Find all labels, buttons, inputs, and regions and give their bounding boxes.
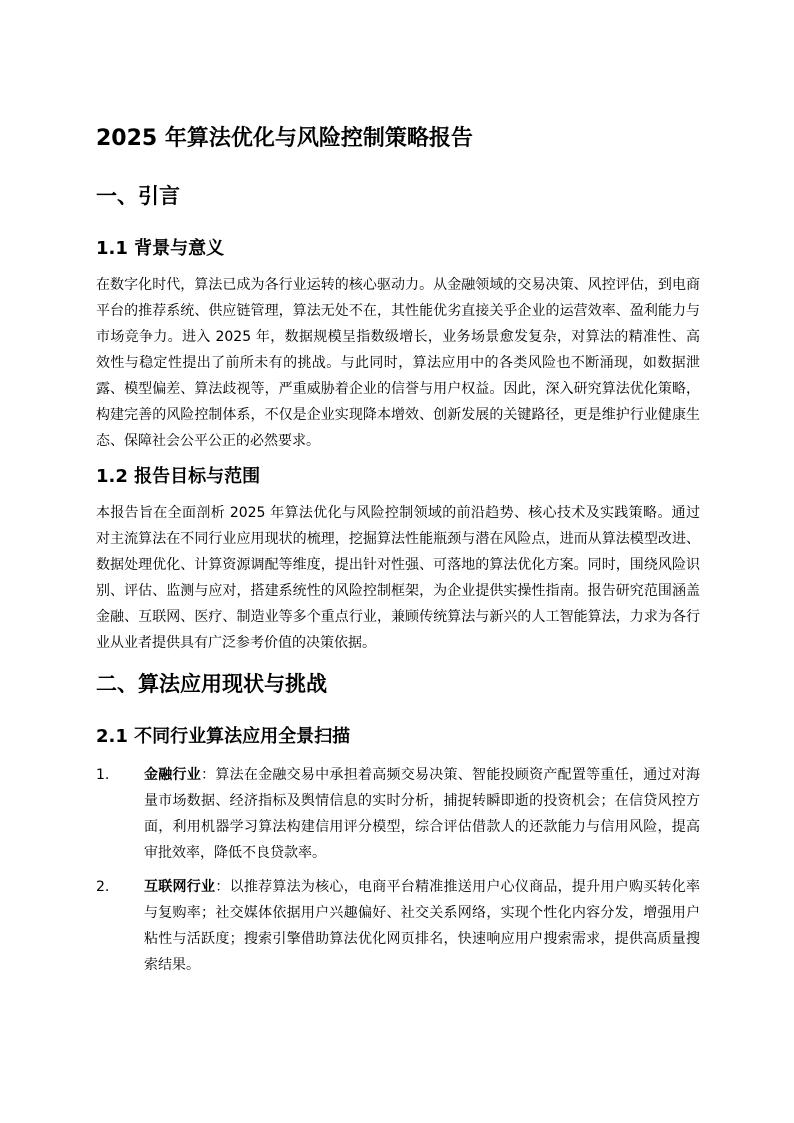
list-item-text: ：算法在金融交易中承担着高频交易决策、智能投顾资产配置等重任，通过对海量市场数据、经济指标及舆情信息的实时分析，捕捉转瞬即逝的投资机会；在信贷风控方面，利用机器学习算法构建信用评分模型，综合评估借款人的还款能力与信用风险，提高审批效率，降低不良贷款率。 <box>144 767 701 861</box>
document-title: 2025 年算法优化与风险控制策略报告 <box>96 126 473 151</box>
industry-list <box>96 762 700 978</box>
list-item-text: ：以推荐算法为核心，电商平台精准推送用户心仪商品，提升用户购买转化率与复购率；社交媒体依据用户兴趣偏好、社交关系网络，实现个性化内容分发，增强用户粘性与活跃度；搜索引擎借助算法优化网页排名，快速响应用户搜索需求，提供高质量搜索结果。 <box>144 879 701 973</box>
subsection-heading-objectives: 1.2 报告目标与范围 <box>96 466 261 487</box>
list-item-number: 2. <box>96 879 110 895</box>
paragraph-background: 在数字化时代，算法已成为各行业运转的核心驱动力。从金融领域的交易决策、风控评估，到电商平台的推荐系统、供应链管理，算法无处不在，其性能优劣直接关乎企业的运营效率、盈利能力与市场竞争力。进入 2025 年，数据规模呈指数级增长，业务场景愈发复杂，对算法的精准性、高效性与稳定性提出了前所未有的挑战。与此同时，算法应用中的各类风险也不断涌现，如数据泄露、模型偏差、算法歧视等，严重威胁着企业的信誉与用户权益。因此，深入研究算法优化策略，构建完善的风险控制体系，不仅是企业实现降本增效、创新发展的关键路径，更是维护行业健康生态、保障社会公平公正的必然要求。 <box>96 277 700 449</box>
subsection-heading-industry-overview: 2.1 不同行业算法应用全景扫描 <box>96 726 351 747</box>
subsection-heading-background: 1.1 背景与意义 <box>96 238 225 259</box>
list-item <box>96 762 700 866</box>
list-item-term: 金融行业 <box>144 767 202 783</box>
list-item <box>96 874 700 978</box>
list-item-term: 互联网行业 <box>144 879 216 895</box>
list-item-number: 1. <box>96 767 110 783</box>
section-heading-status: 二、算法应用现状与挑战 <box>96 672 327 696</box>
paragraph-objectives: 本报告旨在全面剖析 2025 年算法优化与风险控制领域的前沿趋势、核心技术及实践策略。通过对主流算法在不同行业应用现状的梳理，挖掘算法性能瓶颈与潜在风险点，进而从算法模型改进、数据处理优化、计算资源调配等维度，提出针对性强、可落地的算法优化方案。同时，围绕风险识别、评估、监测与应对，搭建系统性的风险控制框架，为企业提供实操性指南。报告研究范围涵盖金融、互联网、医疗、制造业等多个重点行业，兼顾传统算法与新兴的人工智能算法，力求为各行业从业者提供具有广泛参考价值的决策依据。 <box>96 505 700 651</box>
section-heading-intro: 一、引言 <box>96 184 180 208</box>
